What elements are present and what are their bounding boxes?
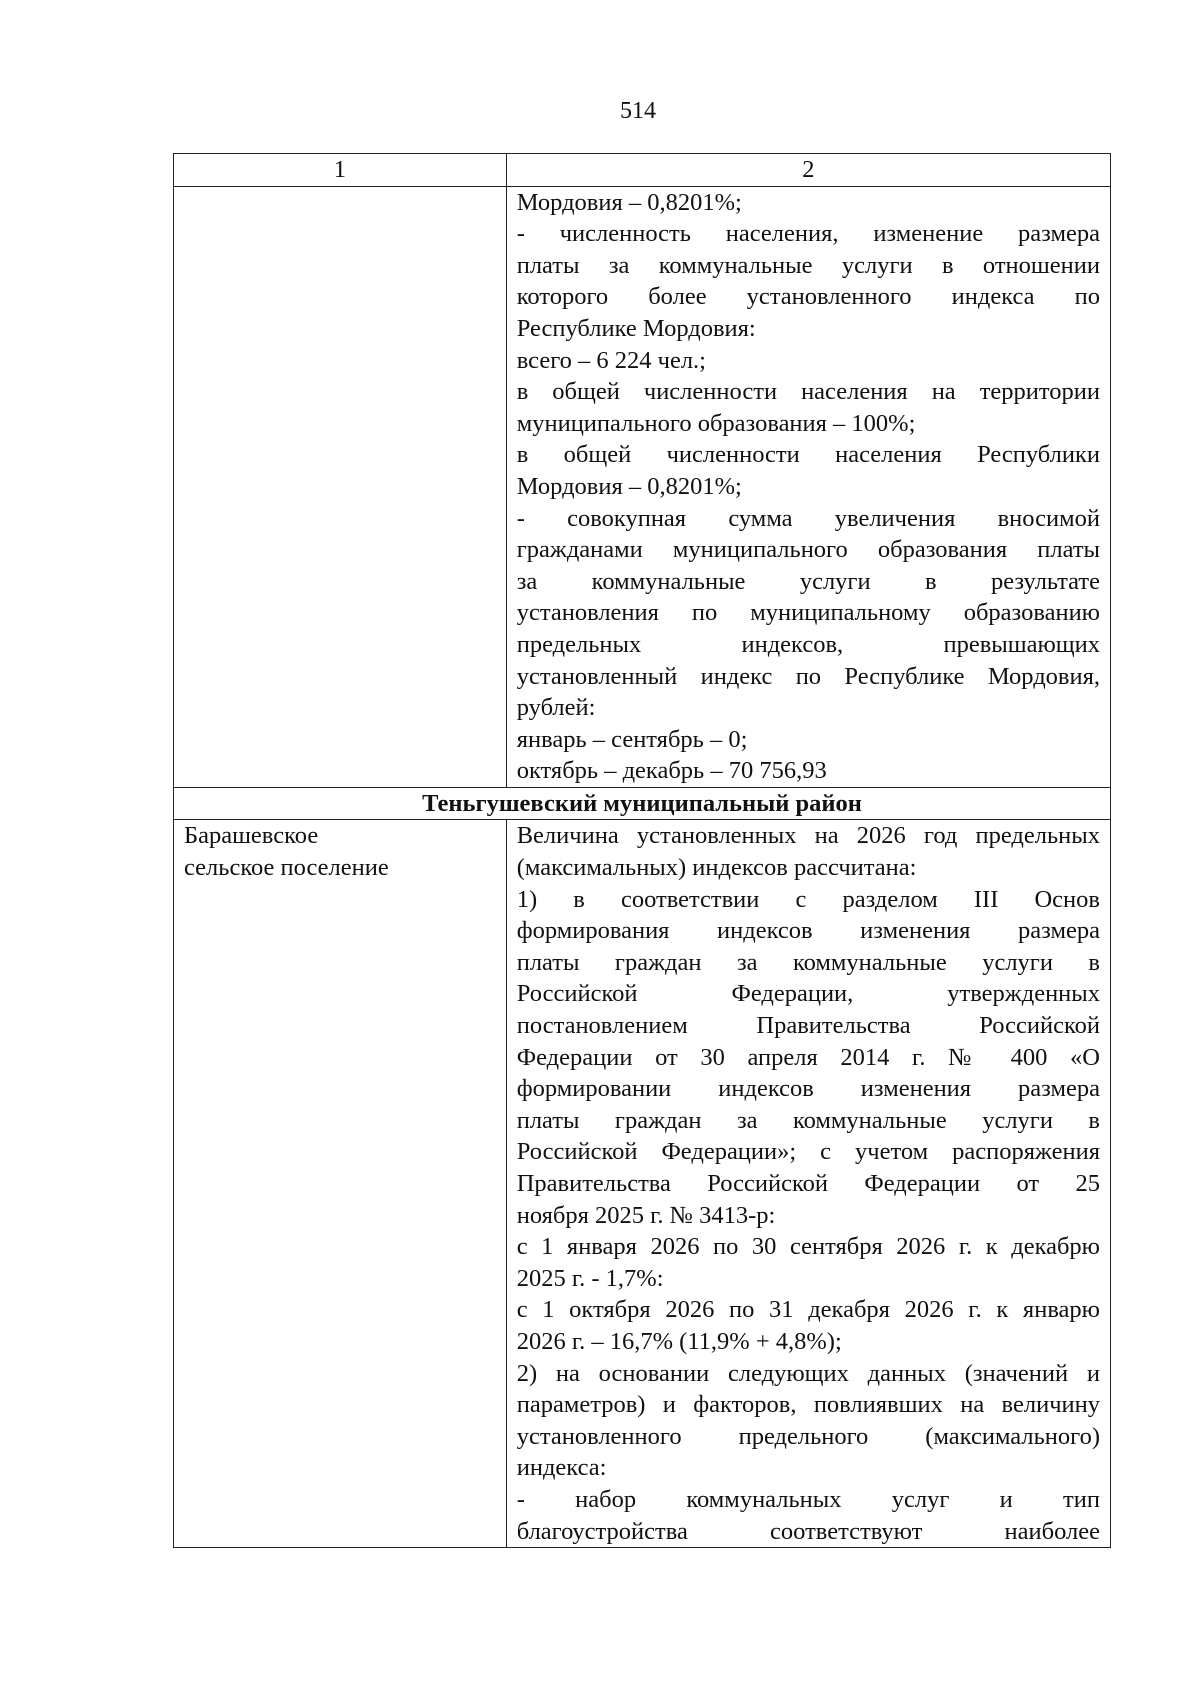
text-line: Федерации от 30 апреля 2014 г. № 400 «О	[516, 1043, 1100, 1071]
settlement-name-line: Барашевское	[184, 822, 319, 850]
text-line: муниципального образования – 100%;	[516, 409, 916, 437]
section-row	[174, 787, 1111, 820]
text-line: установленного предельного (максимального)	[516, 1422, 1100, 1450]
settlement-name-line: сельское поселение	[184, 854, 389, 882]
text-line: - набор коммунальных услуг и тип	[516, 1485, 1100, 1513]
text-line: Российской Федерации, утвержденных	[516, 980, 1100, 1008]
column-header-2: 2	[506, 154, 1110, 187]
page-number: 514	[620, 98, 656, 124]
settlement-text-cell	[506, 820, 1110, 1548]
text-line: платы граждан за коммунальные услуги в	[516, 948, 1100, 976]
text-line: рублей:	[516, 694, 596, 722]
text-line: постановлением Правительства Российской	[516, 1012, 1100, 1040]
text-line: которого более установленного индекса по	[516, 283, 1100, 311]
column-header-1: 1	[174, 154, 507, 187]
text-line: гражданами муниципального образования платы	[516, 536, 1100, 564]
indices-table	[173, 153, 1111, 1548]
table-header-row	[174, 154, 1111, 187]
text-line: - совокупная сумма увеличения вносимой	[516, 504, 1100, 532]
text-line: 2) на основании следующих данных (значений и	[516, 1359, 1100, 1387]
continuation-row	[174, 186, 1111, 787]
text-line: платы граждан за коммунальные услуги в	[516, 1106, 1100, 1134]
text-line: всего – 6 224 чел.;	[516, 346, 706, 374]
table-row	[174, 820, 1111, 1548]
section-title: Теньгушевский муниципальный район	[174, 787, 1111, 820]
text-line: ноября 2025 г. № 3413-р:	[516, 1201, 776, 1229]
text-line: в общей численности населения Республики	[516, 441, 1100, 469]
text-line: платы за коммунальные услуги в отношении	[516, 251, 1100, 279]
text-line: Мордовия – 0,8201%;	[516, 472, 742, 500]
text-line: октябрь – декабрь – 70 756,93	[516, 757, 827, 785]
text-line: Величина установленных на 2026 год предельных	[516, 822, 1100, 850]
text-line: индекса:	[516, 1454, 607, 1482]
text-line: установления по муниципальному образованию	[516, 599, 1100, 627]
text-line: 2026 г. – 16,7% (11,9% + 4,8%);	[516, 1327, 842, 1355]
text-line: январь – сентябрь – 0;	[516, 725, 748, 753]
text-line: формирования индексов изменения размера	[516, 917, 1100, 945]
continuation-text-cell	[506, 186, 1110, 787]
text-line: формировании индексов изменения размера	[516, 1075, 1100, 1103]
text-line: с 1 октября 2026 по 31 декабря 2026 г. к январю	[516, 1296, 1100, 1324]
text-line: 2025 г. - 1,7%:	[516, 1264, 664, 1292]
text-line: в общей численности населения на территории	[516, 378, 1100, 406]
text-line: за коммунальные услуги в результате	[516, 567, 1100, 595]
text-line: предельных индексов, превышающих	[516, 630, 1100, 658]
text-line: Мордовия – 0,8201%;	[516, 188, 742, 216]
text-line: 1) в соответствии с разделом III Основ	[516, 885, 1100, 913]
text-line: (максимальных) индексов рассчитана:	[516, 854, 917, 882]
text-line: установленный индекс по Республике Мордовия,	[516, 662, 1100, 690]
text-line: Республике Мордовия:	[516, 314, 756, 342]
text-line: Российской Федерации»; с учетом распоряжения	[516, 1138, 1100, 1166]
text-line: благоустройства соответствуют наиболее	[516, 1517, 1100, 1545]
settlement-name-cell	[174, 820, 507, 1548]
text-line: параметров) и факторов, повлиявших на величину	[516, 1391, 1100, 1419]
text-line: с 1 января 2026 по 30 сентября 2026 г. к декабрю	[516, 1233, 1100, 1261]
continuation-name-cell	[174, 186, 507, 787]
text-line: Правительства Российской Федерации от 25	[516, 1170, 1100, 1197]
text-line: - численность населения, изменение размера	[516, 220, 1100, 248]
